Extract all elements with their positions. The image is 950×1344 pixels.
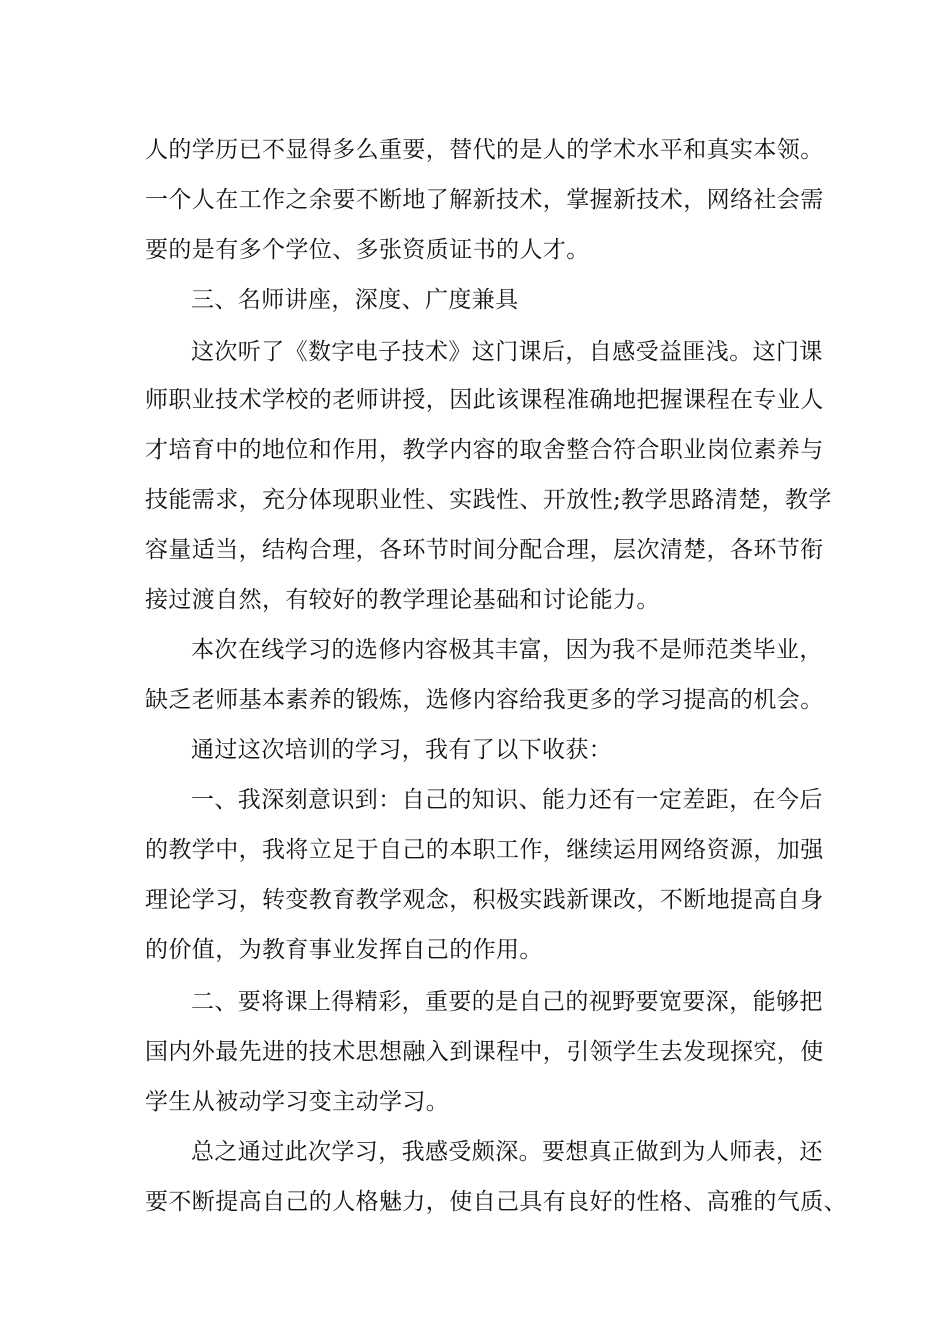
text-line: 总之通过此次学习，我感受颇深。要想真正做到为人师表，还 — [191, 1139, 823, 1165]
text-line: 缺乏老师基本素养的锻炼，选修内容给我更多的学习提高的机会。 — [145, 687, 824, 713]
text-line: 师职业技术学校的老师讲授，因此该课程准确地把握课程在专业人 — [145, 387, 824, 413]
text-line: 人的学历已不显得多么重要，替代的是人的学术水平和真实本领。 — [145, 137, 824, 163]
text-line: 国内外最先进的技术思想融入到课程中，引领学生去发现探究，使 — [145, 1039, 824, 1065]
text-line: 一、我深刻意识到：自己的知识、能力还有一定差距，在今后 — [191, 787, 823, 813]
text-line: 本次在线学习的选修内容极其丰富，因为我不是师范类毕业， — [191, 637, 823, 663]
text-line: 要不断提高自己的人格魅力，使自己具有良好的性格、高雅的气质、 — [145, 1189, 847, 1215]
text-line: 技能需求，充分体现职业性、实践性、开放性;教学思路清楚，教学 — [145, 487, 832, 513]
text-line: 二、要将课上得精彩，重要的是自己的视野要宽要深，能够把 — [191, 989, 823, 1015]
text-line: 理论学习，转变教育教学观念，积极实践新课改，不断地提高自身 — [145, 887, 824, 913]
text-line: 一个人在工作之余要不断地了解新技术，掌握新技术，网络社会需 — [145, 187, 824, 213]
text-line: 这次听了《数字电子技术》这门课后，自感受益匪浅。这门课 — [191, 339, 823, 365]
text-line: 容量适当，结构合理，各环节时间分配合理，层次清楚，各环节衔 — [145, 537, 824, 563]
text-line: 才培育中的地位和作用，教学内容的取舍整合符合职业岗位素养与 — [145, 437, 824, 463]
text-line: 的教学中，我将立足于自己的本职工作，继续运用网络资源，加强 — [145, 837, 824, 863]
text-line: 接过渡自然，有较好的教学理论基础和讨论能力。 — [145, 587, 660, 613]
section-heading: 三、名师讲座，深度、广度兼具 — [191, 287, 519, 313]
text-line: 学生从被动学习变主动学习。 — [145, 1089, 450, 1115]
text-line: 的价值，为教育事业发挥自己的作用。 — [145, 937, 543, 963]
text-line: 通过这次培训的学习，我有了以下收获： — [191, 737, 613, 763]
text-line: 要的是有多个学位、多张资质证书的人才。 — [145, 237, 590, 263]
